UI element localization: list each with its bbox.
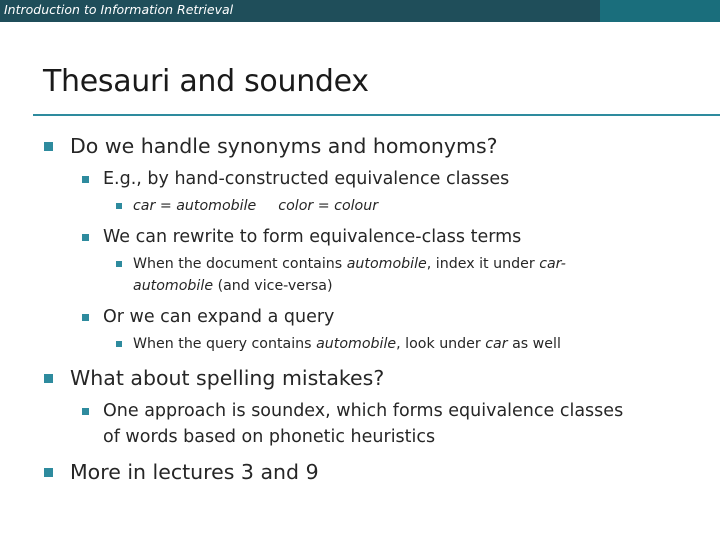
bullet-lectures [70,460,319,484]
bullet-query-rule [133,336,561,352]
term-car: car- [539,256,566,272]
bullet-marker [44,468,53,477]
bullet-document-rule [133,256,566,272]
bullet-text: Do we handle synonyms and homonyms? [70,134,498,158]
bullet-hand-constructed [103,169,509,189]
bullet-text: E.g., by hand-constructed equivalence classes [103,169,510,189]
title-divider [33,114,720,116]
bullet-marker [116,203,122,209]
bullet-marker [82,314,89,321]
course-title: Introduction to Information Retrieval [4,2,234,17]
header-bar [0,0,720,22]
bullet-marker [44,374,53,383]
bullet-text: One approach is soundex, which forms equivalence classes [103,401,624,421]
bullet-marker [82,234,89,241]
bullet-marker [116,261,122,267]
bullet-document-rule-cont [133,278,333,294]
term-car: car [485,336,508,352]
text-part: , index it under [426,256,540,272]
term-automobile: automobile [316,336,397,352]
bullet-spelling [70,366,384,390]
bullet-marker [116,341,122,347]
bullet-marker [82,176,89,183]
header-bar-accent [600,0,720,22]
text-part: (and vice-versa) [213,278,333,294]
term-automobile: automobile [346,256,427,272]
bullet-expand-query [103,307,334,327]
bullet-text: Or we can expand a query [103,307,335,327]
bullet-text: of words based on phonetic heuristics [103,427,436,447]
bullet-text: We can rewrite to form equivalence-class terms [103,227,522,247]
slide-title: Thesauri and soundex [43,64,369,99]
bullet-soundex [103,401,623,421]
bullet-examples [133,198,378,214]
bullet-synonyms [70,134,498,158]
text-part: When the query contains [133,336,317,352]
bullet-text: More in lectures 3 and 9 [70,460,319,484]
text-part: , look under [396,336,486,352]
example-color: color = colour [278,198,379,214]
bullet-marker [82,408,89,415]
bullet-text: What about spelling mistakes? [70,366,385,390]
bullet-soundex-cont [103,427,435,447]
term-automobile: automobile [133,278,214,294]
example-car: car = automobile [133,198,257,214]
bullet-rewrite [103,227,521,247]
bullet-marker [44,142,53,151]
text-part: as well [507,336,561,352]
text-part: When the document contains [133,256,347,272]
